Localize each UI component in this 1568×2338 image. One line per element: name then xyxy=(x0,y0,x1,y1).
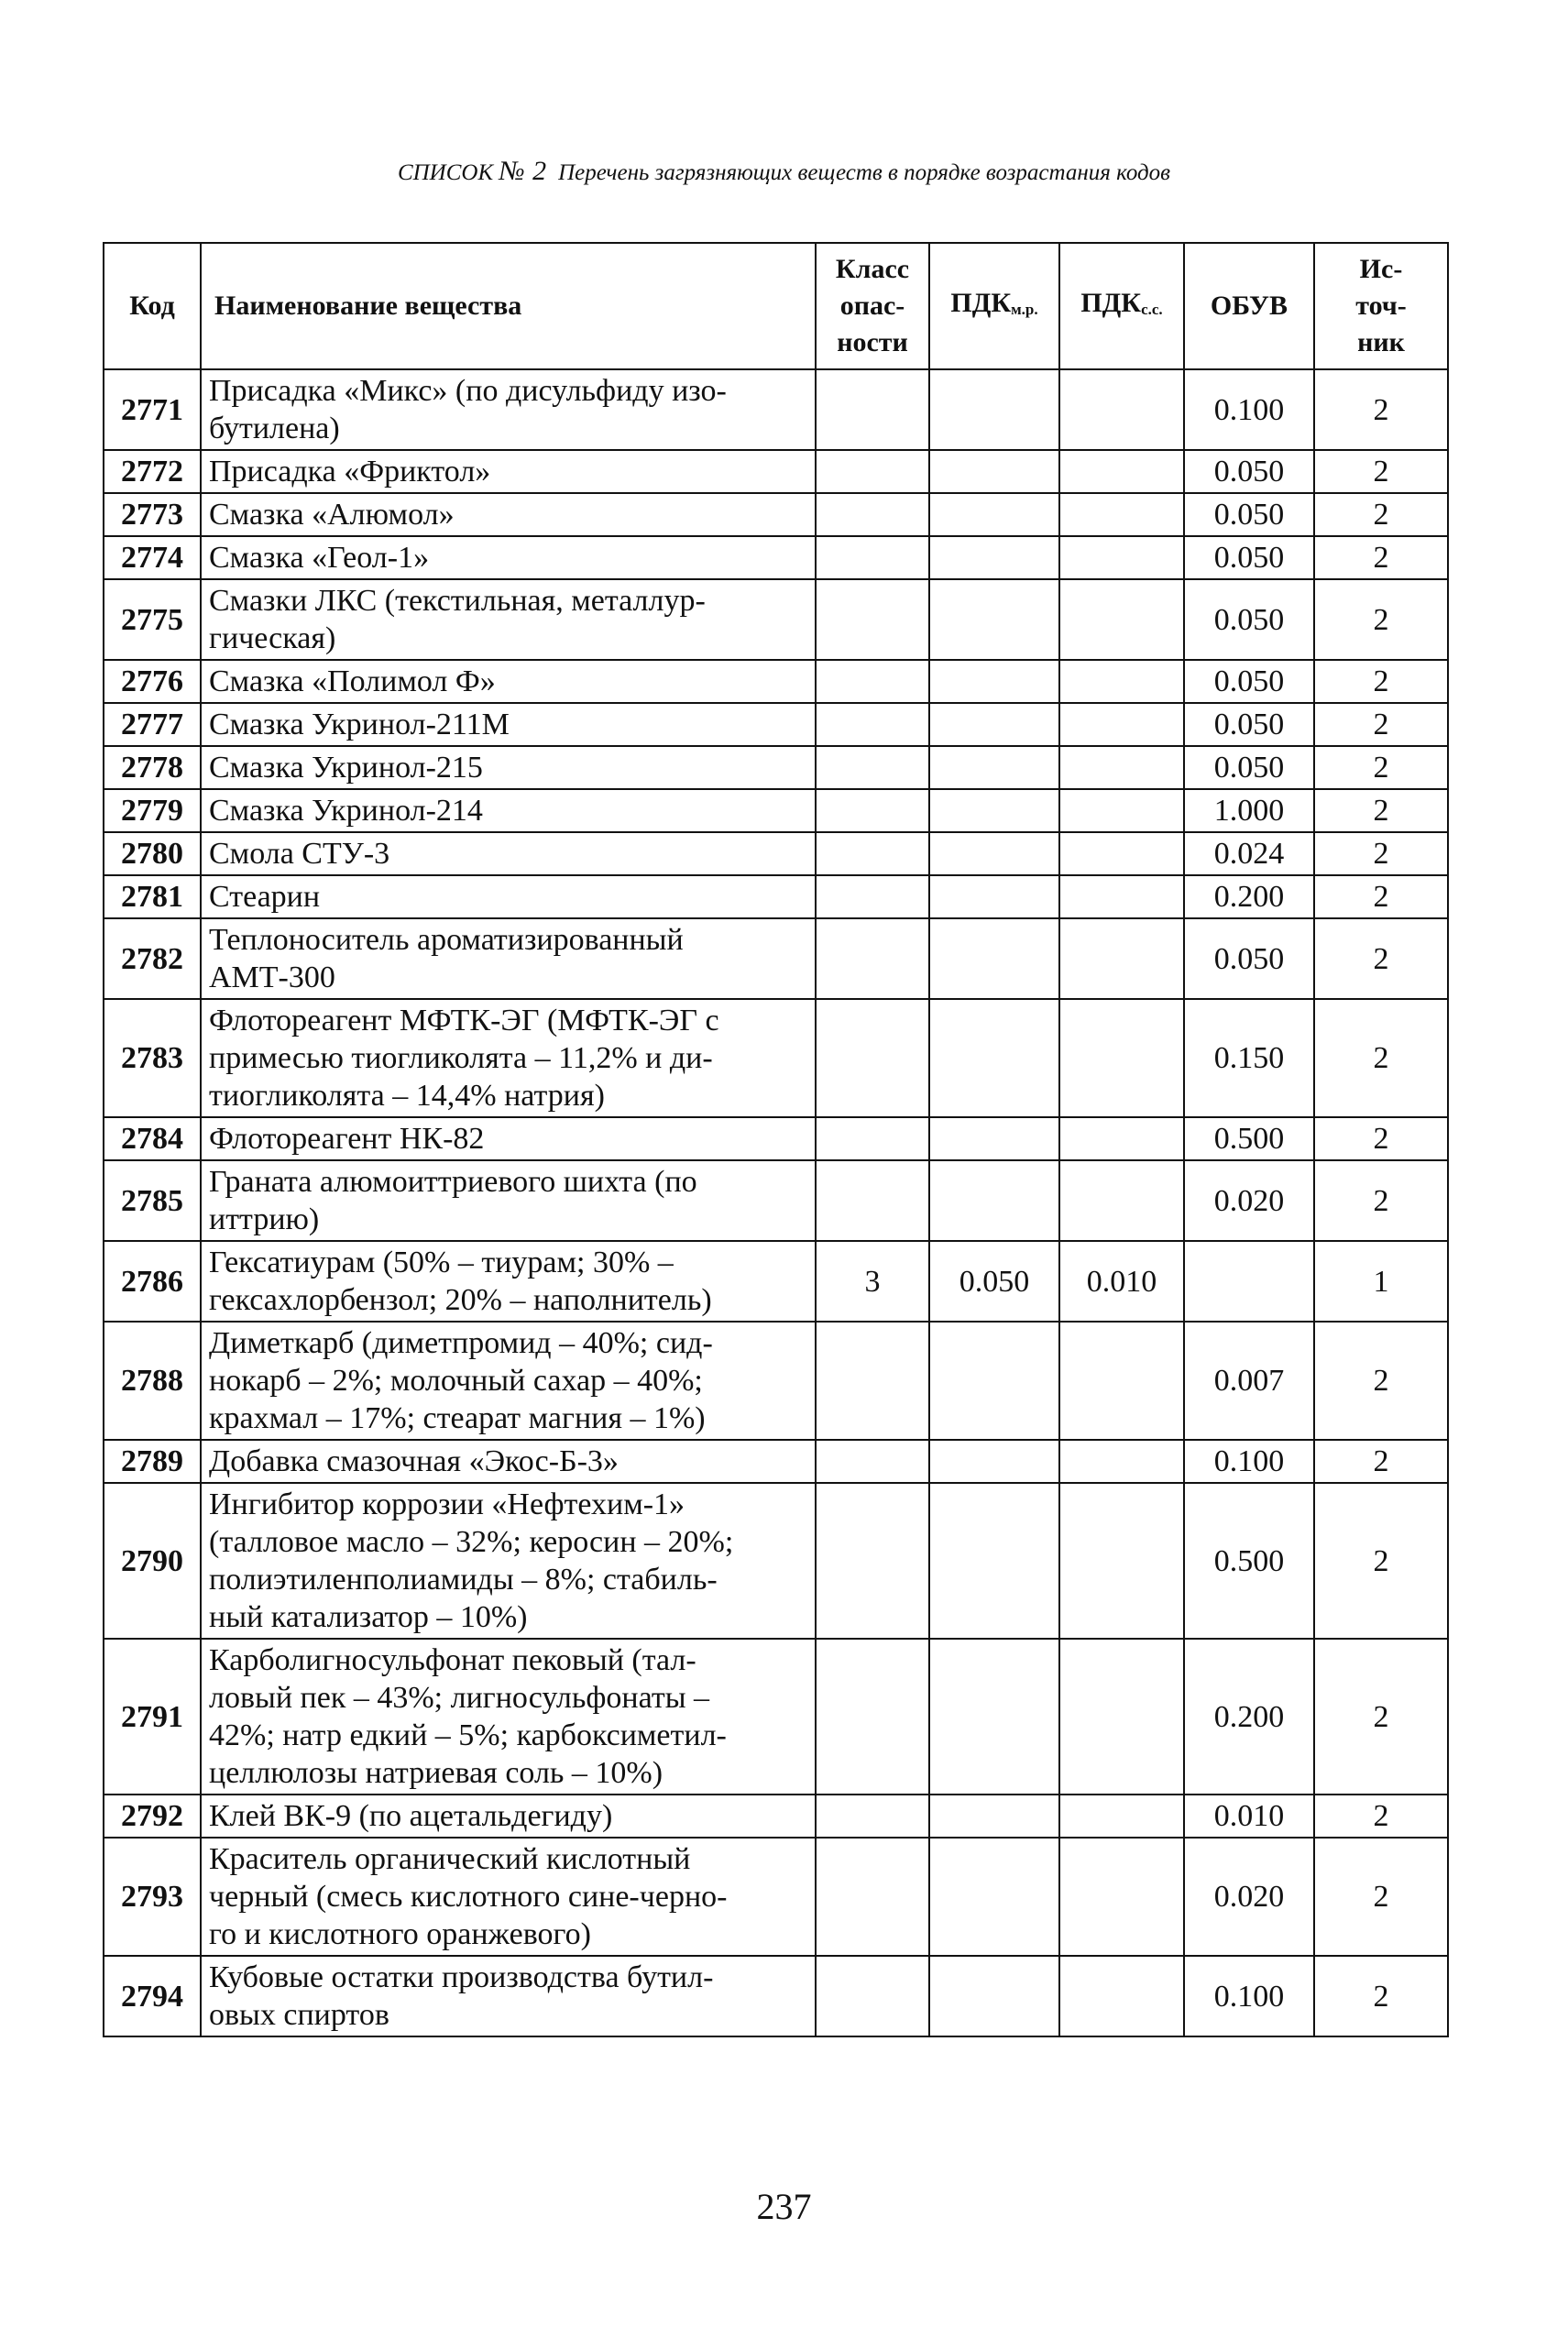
header-name: Наименование вещества xyxy=(201,243,816,369)
cell-hazard-class xyxy=(816,832,929,875)
cell-name-line: примесью тиогликолята – 11,2% и ди- xyxy=(209,1041,713,1075)
cell-obuv: 0.050 xyxy=(1184,450,1314,493)
cell-name-line: Диметкарб (диметпромид – 40%; сид- xyxy=(209,1326,713,1360)
cell-obuv: 0.050 xyxy=(1184,536,1314,579)
table-header-row xyxy=(104,243,1448,369)
cell-name xyxy=(201,999,816,1117)
cell-name-line: Смазка «Полимол Ф» xyxy=(209,664,496,698)
cell-name-line: Добавка смазочная «Экос-Б-3» xyxy=(209,1444,619,1478)
table-row xyxy=(104,703,1448,746)
substances-sheet xyxy=(103,242,1447,2037)
list-title: Перечень загрязняющих веществ в порядке возрастания кодов xyxy=(558,160,1171,185)
cell-source: 2 xyxy=(1314,1160,1448,1241)
cell-pdk-mr xyxy=(929,1838,1059,1956)
cell-source: 2 xyxy=(1314,918,1448,999)
cell-source: 2 xyxy=(1314,1483,1448,1639)
cell-hazard-class xyxy=(816,918,929,999)
cell-pdk-mr xyxy=(929,746,1059,789)
cell-name xyxy=(201,1483,816,1639)
cell-hazard-class xyxy=(816,746,929,789)
cell-source: 2 xyxy=(1314,579,1448,660)
cell-name xyxy=(201,746,816,789)
table-row xyxy=(104,493,1448,536)
cell-code: 2775 xyxy=(104,579,201,660)
cell-hazard-class xyxy=(816,493,929,536)
table-row xyxy=(104,832,1448,875)
cell-hazard-class xyxy=(816,1440,929,1483)
cell-name xyxy=(201,1795,816,1838)
cell-pdk-ss xyxy=(1059,536,1184,579)
cell-hazard-class xyxy=(816,999,929,1117)
cell-obuv: 0.020 xyxy=(1184,1838,1314,1956)
cell-pdk-mr xyxy=(929,1160,1059,1241)
cell-name-line: Стеарин xyxy=(209,880,321,914)
cell-pdk-ss xyxy=(1059,918,1184,999)
cell-hazard-class xyxy=(816,1639,929,1795)
cell-code: 2786 xyxy=(104,1241,201,1322)
cell-hazard-class xyxy=(816,660,929,703)
cell-code: 2794 xyxy=(104,1956,201,2036)
table-row xyxy=(104,450,1448,493)
cell-code: 2789 xyxy=(104,1440,201,1483)
table-row xyxy=(104,1795,1448,1838)
list-heading xyxy=(0,156,1568,187)
cell-name-line: Смазки ЛКС (текстильная, металлур- xyxy=(209,584,706,618)
cell-pdk-mr xyxy=(929,579,1059,660)
cell-code: 2778 xyxy=(104,746,201,789)
cell-source: 2 xyxy=(1314,746,1448,789)
cell-pdk-ss xyxy=(1059,493,1184,536)
cell-code: 2772 xyxy=(104,450,201,493)
cell-name-line: Теплоноситель ароматизированный xyxy=(209,923,684,957)
cell-source: 2 xyxy=(1314,789,1448,832)
cell-name-line: гическая) xyxy=(209,621,336,655)
cell-source: 2 xyxy=(1314,450,1448,493)
cell-pdk-mr xyxy=(929,1639,1059,1795)
table-row xyxy=(104,999,1448,1117)
cell-name-line: ный катализатор – 10%) xyxy=(209,1600,528,1634)
cell-source: 2 xyxy=(1314,1440,1448,1483)
cell-obuv: 0.050 xyxy=(1184,746,1314,789)
cell-hazard-class xyxy=(816,536,929,579)
cell-obuv: 0.020 xyxy=(1184,1160,1314,1241)
cell-name-line: бутилена) xyxy=(209,412,340,445)
table-row xyxy=(104,918,1448,999)
cell-source: 2 xyxy=(1314,1795,1448,1838)
header-code: Код xyxy=(104,243,201,369)
cell-name xyxy=(201,789,816,832)
cell-pdk-ss xyxy=(1059,579,1184,660)
cell-name xyxy=(201,536,816,579)
cell-name-line: ловый пек – 43%; лигносульфонаты – xyxy=(209,1681,710,1715)
cell-obuv: 0.024 xyxy=(1184,832,1314,875)
cell-pdk-mr xyxy=(929,369,1059,450)
cell-pdk-mr xyxy=(929,1956,1059,2036)
table-body xyxy=(104,369,1448,2036)
cell-code: 2776 xyxy=(104,660,201,703)
table-row xyxy=(104,660,1448,703)
cell-name-line: Ингибитор коррозии «Нефтехим-1» xyxy=(209,1487,685,1521)
cell-name-line: Смола СТУ-3 xyxy=(209,837,390,871)
cell-source: 2 xyxy=(1314,1956,1448,2036)
cell-pdk-ss xyxy=(1059,1117,1184,1160)
cell-code: 2783 xyxy=(104,999,201,1117)
cell-name-line: иттрию) xyxy=(209,1202,320,1236)
cell-code: 2784 xyxy=(104,1117,201,1160)
cell-obuv: 0.100 xyxy=(1184,369,1314,450)
table-row xyxy=(104,1440,1448,1483)
cell-name-line: тиогликолята – 14,4% натрия) xyxy=(209,1079,605,1113)
cell-obuv: 0.100 xyxy=(1184,1956,1314,2036)
cell-pdk-ss xyxy=(1059,1956,1184,2036)
cell-name-line: целлюлозы натриевая соль – 10%) xyxy=(209,1756,663,1790)
header-pdk-mr: $ПДК_{м.р.}$ xyxy=(929,243,1059,369)
cell-name xyxy=(201,579,816,660)
cell-name xyxy=(201,660,816,703)
cell-code: 2777 xyxy=(104,703,201,746)
cell-obuv: 0.050 xyxy=(1184,918,1314,999)
cell-code: 2791 xyxy=(104,1639,201,1795)
cell-code: 2785 xyxy=(104,1160,201,1241)
cell-name-line: черный (смесь кислотного сине-черно- xyxy=(209,1880,728,1914)
cell-pdk-mr: 0.050 xyxy=(929,1241,1059,1322)
cell-obuv: 0.050 xyxy=(1184,660,1314,703)
cell-pdk-mr xyxy=(929,832,1059,875)
cell-name xyxy=(201,832,816,875)
header-pdk-ss: $ПДК_{с.с.}$ xyxy=(1059,243,1184,369)
cell-code: 2782 xyxy=(104,918,201,999)
cell-name-line: Флотореагент МФТК-ЭГ (МФТК-ЭГ с xyxy=(209,1004,719,1037)
cell-name-line: Граната алюмоиттриевого шихта (по xyxy=(209,1165,697,1199)
cell-pdk-ss xyxy=(1059,1838,1184,1956)
cell-name-line: Смазка Укринол-211М xyxy=(209,708,510,741)
cell-name xyxy=(201,875,816,918)
cell-hazard-class xyxy=(816,875,929,918)
cell-pdk-ss xyxy=(1059,1795,1184,1838)
cell-name xyxy=(201,1639,816,1795)
cell-pdk-ss xyxy=(1059,746,1184,789)
cell-hazard-class xyxy=(816,1322,929,1440)
cell-pdk-mr xyxy=(929,875,1059,918)
page-number: 237 xyxy=(756,2186,812,2227)
cell-pdk-ss xyxy=(1059,369,1184,450)
cell-obuv: 0.100 xyxy=(1184,1440,1314,1483)
cell-name xyxy=(201,1117,816,1160)
cell-name-line: Присадка «Фриктол» xyxy=(209,455,491,488)
cell-hazard-class xyxy=(816,703,929,746)
table-row xyxy=(104,579,1448,660)
cell-source: 1 xyxy=(1314,1241,1448,1322)
cell-name-line: Флотореагент НК-82 xyxy=(209,1122,485,1156)
cell-code: 2771 xyxy=(104,369,201,450)
cell-name xyxy=(201,1956,816,2036)
cell-name-line: Карболигносульфонат пековый (тал- xyxy=(209,1643,696,1677)
cell-name xyxy=(201,1322,816,1440)
header-obuv: ОБУВ xyxy=(1184,243,1314,369)
cell-name-line: Смазка «Геол-1» xyxy=(209,541,430,575)
cell-pdk-mr xyxy=(929,1440,1059,1483)
cell-code: 2792 xyxy=(104,1795,201,1838)
cell-hazard-class xyxy=(816,1795,929,1838)
cell-hazard-class xyxy=(816,1117,929,1160)
cell-source: 2 xyxy=(1314,369,1448,450)
cell-pdk-ss xyxy=(1059,703,1184,746)
cell-obuv: 0.500 xyxy=(1184,1483,1314,1639)
cell-obuv: 0.050 xyxy=(1184,579,1314,660)
table-row xyxy=(104,1322,1448,1440)
cell-pdk-mr xyxy=(929,536,1059,579)
cell-name-line: овых спиртов xyxy=(209,1998,389,2032)
cell-name-line: Клей ВК-9 (по ацетальдегиду) xyxy=(209,1799,613,1833)
cell-pdk-ss xyxy=(1059,450,1184,493)
cell-source: 2 xyxy=(1314,832,1448,875)
cell-hazard-class xyxy=(816,789,929,832)
header-hazard-class: Класс опас- ности xyxy=(816,243,929,369)
cell-name-line: Смазка «Алюмол» xyxy=(209,498,455,532)
cell-code: 2788 xyxy=(104,1322,201,1440)
cell-pdk-ss xyxy=(1059,1440,1184,1483)
cell-source: 2 xyxy=(1314,1117,1448,1160)
cell-name xyxy=(201,369,816,450)
cell-source: 2 xyxy=(1314,1639,1448,1795)
cell-hazard-class xyxy=(816,579,929,660)
cell-code: 2781 xyxy=(104,875,201,918)
cell-pdk-mr xyxy=(929,703,1059,746)
cell-pdk-ss xyxy=(1059,1322,1184,1440)
table-row xyxy=(104,1241,1448,1322)
cell-pdk-ss xyxy=(1059,660,1184,703)
cell-pdk-ss xyxy=(1059,1160,1184,1241)
cell-name-line: АМТ-300 xyxy=(209,960,335,994)
cell-code: 2790 xyxy=(104,1483,201,1639)
cell-pdk-mr xyxy=(929,450,1059,493)
cell-pdk-ss xyxy=(1059,999,1184,1117)
cell-name xyxy=(201,1440,816,1483)
cell-name-line: гексахлорбензол; 20% – наполнитель) xyxy=(209,1283,712,1317)
substances-table xyxy=(103,242,1449,2037)
cell-code: 2773 xyxy=(104,493,201,536)
cell-name-line: Краситель органический кислотный xyxy=(209,1842,691,1876)
cell-obuv: 0.007 xyxy=(1184,1322,1314,1440)
cell-obuv: 0.050 xyxy=(1184,493,1314,536)
cell-source: 2 xyxy=(1314,1322,1448,1440)
table-row xyxy=(104,746,1448,789)
cell-name-line: Гексатиурам (50% – тиурам; 30% – xyxy=(209,1246,674,1279)
list-label: СПИСОК xyxy=(397,160,494,185)
cell-obuv: 0.150 xyxy=(1184,999,1314,1117)
cell-hazard-class xyxy=(816,369,929,450)
header-source: Ис- точ- ник xyxy=(1314,243,1448,369)
cell-source: 2 xyxy=(1314,999,1448,1117)
cell-name-line: Присадка «Микс» (по дисульфиду изо- xyxy=(209,374,727,408)
cell-obuv xyxy=(1184,1241,1314,1322)
table-row xyxy=(104,1483,1448,1639)
cell-obuv: 0.010 xyxy=(1184,1795,1314,1838)
cell-obuv: 0.500 xyxy=(1184,1117,1314,1160)
cell-pdk-mr xyxy=(929,493,1059,536)
cell-pdk-mr xyxy=(929,918,1059,999)
cell-pdk-ss: 0.010 xyxy=(1059,1241,1184,1322)
cell-pdk-ss xyxy=(1059,1639,1184,1795)
table-row xyxy=(104,1838,1448,1956)
cell-hazard-class xyxy=(816,1838,929,1956)
cell-name-line: полиэтиленполиамиды – 8%; стабиль- xyxy=(209,1563,718,1597)
cell-code: 2774 xyxy=(104,536,201,579)
cell-source: 2 xyxy=(1314,875,1448,918)
cell-pdk-mr xyxy=(929,1322,1059,1440)
cell-name xyxy=(201,703,816,746)
table-row xyxy=(104,1639,1448,1795)
cell-hazard-class xyxy=(816,1160,929,1241)
cell-name-line: нокарб – 2%; молочный сахар – 40%; xyxy=(209,1364,703,1398)
cell-name-line: (талловое масло – 32%; керосин – 20%; xyxy=(209,1525,734,1559)
cell-hazard-class xyxy=(816,1483,929,1639)
table-row xyxy=(104,1117,1448,1160)
cell-name xyxy=(201,918,816,999)
cell-name xyxy=(201,1160,816,1241)
cell-hazard-class xyxy=(816,450,929,493)
cell-name-line: Кубовые остатки производства бутил- xyxy=(209,1960,714,1994)
cell-obuv: 0.200 xyxy=(1184,1639,1314,1795)
cell-source: 2 xyxy=(1314,493,1448,536)
cell-pdk-ss xyxy=(1059,789,1184,832)
table-row xyxy=(104,536,1448,579)
cell-pdk-ss xyxy=(1059,832,1184,875)
cell-code: 2779 xyxy=(104,789,201,832)
cell-obuv: 1.000 xyxy=(1184,789,1314,832)
cell-name xyxy=(201,1838,816,1956)
cell-name-line: 42%; натр едкий – 5%; карбоксиметил- xyxy=(209,1718,727,1752)
cell-pdk-mr xyxy=(929,1483,1059,1639)
cell-name xyxy=(201,493,816,536)
cell-pdk-mr xyxy=(929,1795,1059,1838)
cell-obuv: 0.050 xyxy=(1184,703,1314,746)
cell-source: 2 xyxy=(1314,1838,1448,1956)
cell-name xyxy=(201,450,816,493)
cell-hazard-class: 3 xyxy=(816,1241,929,1322)
cell-pdk-mr xyxy=(929,999,1059,1117)
table-row xyxy=(104,1160,1448,1241)
cell-name-line: Смазка Укринол-215 xyxy=(209,751,483,785)
cell-code: 2793 xyxy=(104,1838,201,1956)
cell-pdk-ss xyxy=(1059,875,1184,918)
cell-name-line: го и кислотного оранжевого) xyxy=(209,1917,591,1951)
cell-pdk-mr xyxy=(929,1117,1059,1160)
cell-code: 2780 xyxy=(104,832,201,875)
table-row xyxy=(104,1956,1448,2036)
cell-obuv: 0.200 xyxy=(1184,875,1314,918)
cell-name-line: крахмал – 17%; стеарат магния – 1%) xyxy=(209,1401,706,1435)
table-row xyxy=(104,369,1448,450)
cell-pdk-mr xyxy=(929,660,1059,703)
cell-source: 2 xyxy=(1314,703,1448,746)
table-row xyxy=(104,875,1448,918)
cell-pdk-ss xyxy=(1059,1483,1184,1639)
cell-pdk-mr xyxy=(929,789,1059,832)
cell-source: 2 xyxy=(1314,536,1448,579)
list-number: № 2 xyxy=(499,156,547,186)
cell-source: 2 xyxy=(1314,660,1448,703)
table-row xyxy=(104,789,1448,832)
cell-name xyxy=(201,1241,816,1322)
cell-hazard-class xyxy=(816,1956,929,2036)
cell-name-line: Смазка Укринол-214 xyxy=(209,794,483,828)
